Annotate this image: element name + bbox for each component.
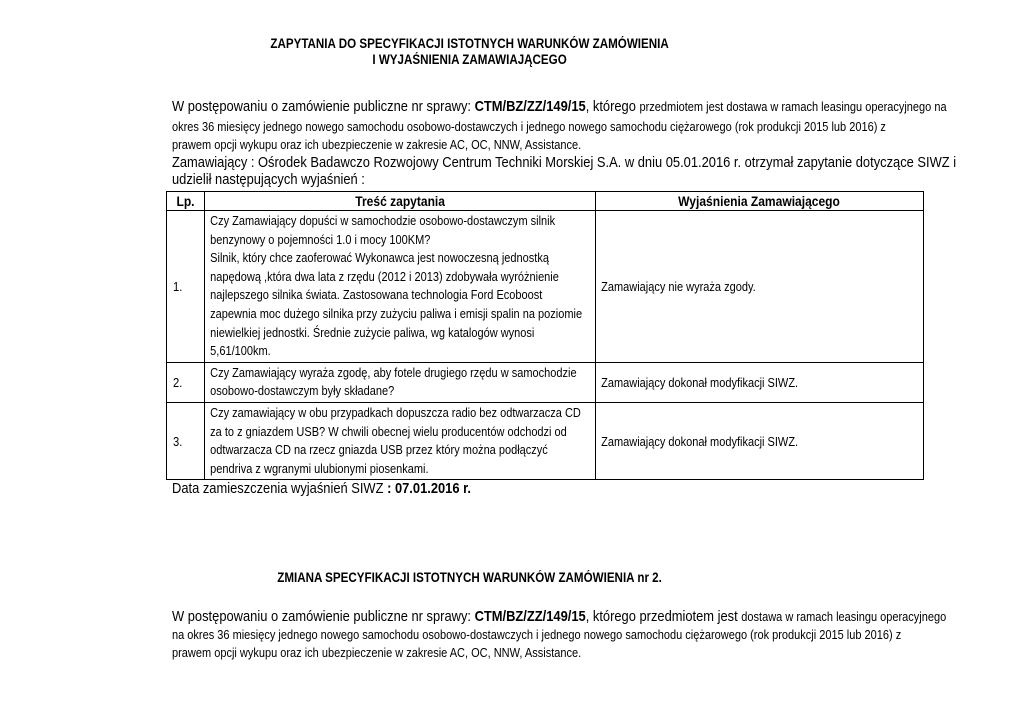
amendment-title: ZMIANA SPECYFIKACJI ISTOTNYCH WARUNKÓW ZAMÓWIENIA nr 2. [277,570,662,585]
table-header-row [167,192,924,211]
buyer-line-1: Zamawiający : Ośrodek Badawczo Rozwojowy Centrum Techniki Morskiej S.A. w dniu 05.01.2016 r. otrzymał zapytanie dotyczące SIWZ i [172,154,957,171]
questions-table [166,191,924,480]
row-number: 1. [167,211,205,363]
intro-line-3: prawem opcji wykupu oraz ich ubezpieczenie w zakresie AC, OC, NNW, Assistance. [172,137,582,152]
case-number: CTM/BZ/ZZ/149/15 [474,98,586,115]
answer-cell: Zamawiający dokonał modyfikacji SIWZ. [596,362,924,402]
intro-line-1 [172,98,947,115]
amendment-case-number: CTM/BZ/ZZ/149/15 [474,608,586,625]
document-title-line-1: ZAPYTANIA DO SPECYFIKACJI ISTOTNYCH WARUNKÓW ZAMÓWIENIA [270,36,669,51]
intro-mid: , którego [585,98,640,115]
table-row [167,211,924,363]
buyer-line-2: udzielił następujących wyjaśnień : [172,171,365,188]
header-question: Treść zapytania [205,192,596,211]
amendment-intro-line-3: prawem opcji wykupu oraz ich ubezpieczenie w zakresie AC, OC, NNW, Assistance. [172,645,582,660]
answer-cell: Zamawiający dokonał modyfikacji SIWZ. [596,402,924,479]
document-title-line-2: I WYJAŚNIENIA ZAMAWIAJĄCEGO [372,52,567,67]
publication-label: Data zamieszczenia wyjaśnień SIWZ [172,480,388,497]
intro-rest: przedmiotem jest dostawa w ramach leasingu operacyjnego na [639,99,947,114]
table-row [167,402,924,479]
amendment-intro-line-1 [172,608,946,625]
intro-prefix: W postępowaniu o zamówienie publiczne nr sprawy: [172,98,475,115]
intro-line-2: okres 36 miesięcy jednego nowego samochodu osobowo-dostawczych i jednego nowego samochodu ciężarowego (rok produkcji 2015 lub 2016) z [172,119,886,134]
question-cell: Czy Zamawiający wyraża zgodę, aby fotele drugiego rzędu w samochodzie osobowo-dostawczym były składane? [205,362,596,402]
amendment-intro-mid: , którego przedmiotem jest [585,608,742,625]
amendment-intro-rest: dostawa w ramach leasingu operacyjnego [741,609,947,624]
header-answer: Wyjaśnienia Zamawiającego [596,192,924,211]
amendment-intro-prefix: W postępowaniu o zamówienie publiczne nr sprawy: [172,608,475,625]
answer-cell: Zamawiający nie wyraża zgody. [596,211,924,363]
question-cell: Czy zamawiający w obu przypadkach dopuszcza radio bez odtwarzacza CD za to z gniazdem USB? W chwili obecnej wielu producentów odchodzi od odtwarzacza CD na rzecz gniazda USB przez który można podłączyć pendriva z wgranymi ulubionymi piosenkami. [205,402,596,479]
row-number: 3. [167,402,205,479]
row-number: 2. [167,362,205,402]
header-lp: Lp. [167,192,205,211]
table-row [167,362,924,402]
publication-date-value: : 07.01.2016 r. [387,480,472,497]
amendment-intro-line-2: na okres 36 miesięcy jednego nowego samochodu osobowo-dostawczych i jednego nowego samochodu ciężarowego (rok produkcji 2015 lub 2016) z [172,627,902,642]
publication-date [172,480,471,497]
question-cell: Czy Zamawiający dopuści w samochodzie osobowo-dostawczym silnik benzynowy o pojemności 1.0 i mocy 100KM? Silnik, który chce zaoferować Wykonawca jest nowoczesną jednostką napędową ,która dwa lata z rzędu (2012 i 2013) zdobywała wyróżnienie najlepszego silnika świata. Zastosowana technologia Ford Ecoboost zapewnia moc dużego silnika przy zużyciu paliwa i emisji spalin na poziomie niewielkiej jednostki. Średnie zużycie paliwa, wg katalogów wynosi 5,61/100km. [205,211,596,363]
